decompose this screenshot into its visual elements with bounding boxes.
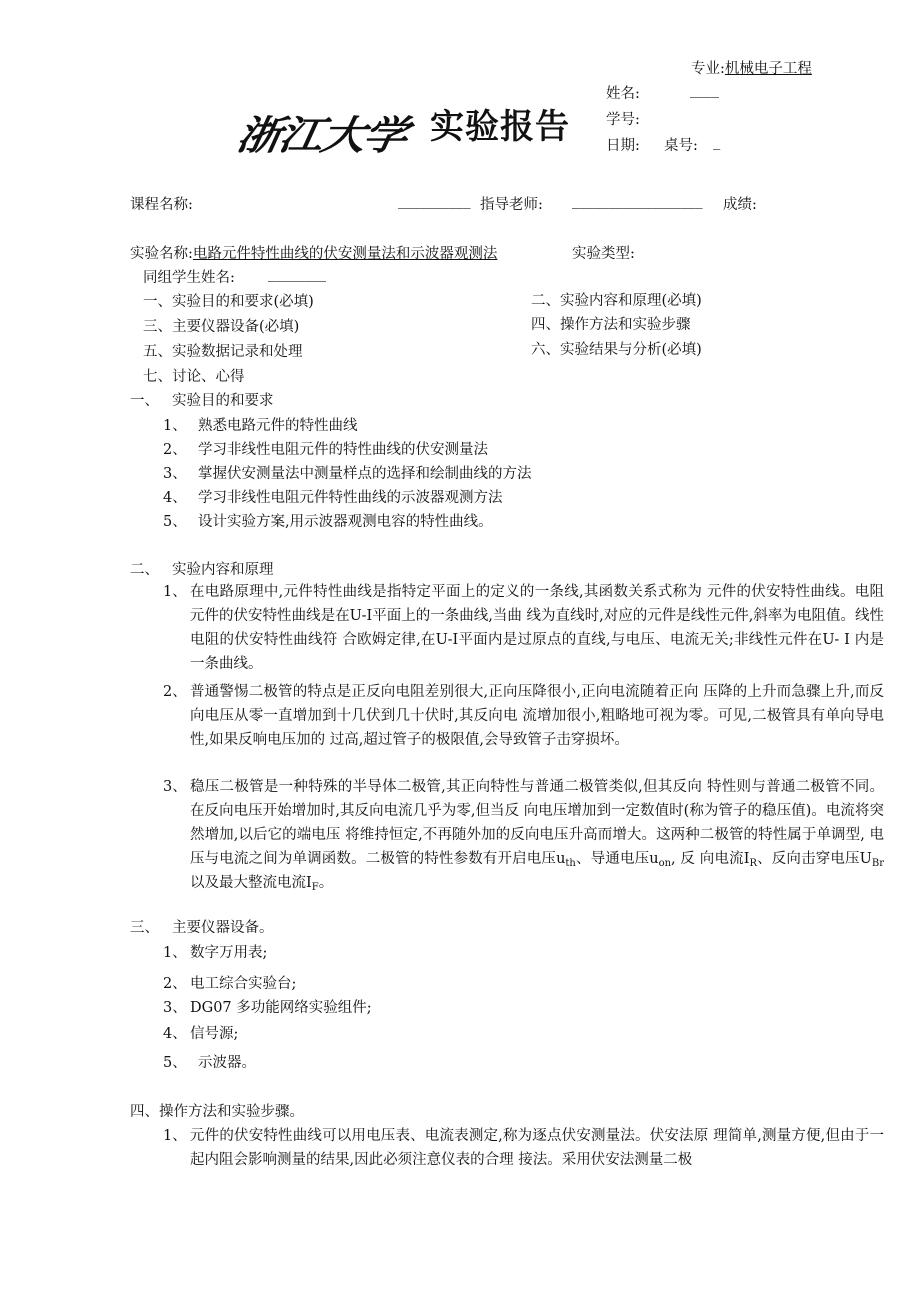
outline-item: 一、实验目的和要求(必填) xyxy=(143,294,314,310)
list-item: DG07 多功能网络实验组件; xyxy=(190,1000,372,1016)
paragraph xyxy=(190,775,884,895)
list-item: 学习非线性电阻元件特性曲线的示波器观测方法 xyxy=(198,490,503,506)
subscript: on xyxy=(658,858,672,869)
section-heading: 主要仪器设备。 xyxy=(172,920,274,936)
partner-label: 同组学生姓名: xyxy=(143,270,235,286)
outline-item: 四、操作方法和实验步骤 xyxy=(531,317,691,333)
experiment-name-value: 电路元件特性曲线的伏安测量法和示波器观测法 xyxy=(192,246,498,262)
paragraph: 普通警惕二极管的特点是正反向电阻差别很大,正向压降很小,正向电流随着正向 压降的上升而急骤上升,而反向电压从零一直增加到十几伏到几十伏时,其反向电 流增加很小,粗略地可视为零。可见,二极管具有单向导电性,如果反响电压加的 过高,超过管子的极限值,会导致管子击穿损坏。 xyxy=(190,684,884,748)
list-item: 信号源; xyxy=(190,1026,239,1042)
list-item-num: 2、 xyxy=(163,976,187,992)
symbol: u xyxy=(649,851,659,867)
subscript: R xyxy=(749,858,757,869)
partner-blank[interactable]: ________ xyxy=(268,266,326,282)
section-heading: 实验目的和要求 xyxy=(172,393,274,409)
desk-blank[interactable]: _ xyxy=(713,134,721,150)
report-title: 实验报告 xyxy=(430,107,570,147)
outline-item: 五、实验数据记录和处理 xyxy=(143,344,303,360)
experiment-name-row xyxy=(130,242,497,263)
paragraph: 在电路原理中,元件特性曲线是指特定平面上的定义的一条线,其函数关系式称为 元件的伏安特性曲线。电阻元件的伏安特性曲线是在U-I平面上的一条曲线,当曲 线为直线时,对应的元件是线性元件,斜率为电阻值。线性电阻的伏安特性曲线符 合欧姆定律,在U-I平面内是过原点的直线,与电压、电流无关;非线性元件在U- I 内是一条曲线。 xyxy=(190,584,884,672)
paragraph-num: 2、 xyxy=(163,684,187,700)
list-item: 示波器。 xyxy=(198,1055,256,1071)
subscript: th xyxy=(565,858,576,869)
outline-item: 三、主要仪器设备(必填) xyxy=(143,319,300,335)
score-label: 成绩: xyxy=(723,197,757,213)
list-item-num: 2、 xyxy=(163,442,187,458)
section-heading: 实验内容和原理 xyxy=(172,562,274,578)
list-item-num: 1、 xyxy=(163,945,187,961)
major-label: 专业: xyxy=(691,61,725,77)
list-item-num: 5、 xyxy=(163,514,187,530)
paragraph-text: 、导通电压 xyxy=(575,851,650,867)
paragraph-text: 以及最大整流电流I xyxy=(190,875,312,891)
name-blank[interactable]: ____ xyxy=(690,82,719,98)
section-heading-num: 三、 xyxy=(130,920,159,936)
list-item-num: 4、 xyxy=(163,490,187,506)
section-heading: 四、操作方法和实验步骤。 xyxy=(130,1104,304,1120)
paragraph-text: 稳压二极管是一种特殊的半导体二极管,其正向特性与普通二极管类似,但其反向 特性则与普通二极管不同。在反向电压开始增加时,其反向电流几乎为零,但当反 向电压增加到一定数值时(称为管子的稳压值)。电流将突然增加,以后它的端电压 将维持恒定,不再随外加的反向电压升高而增大。这两种二极管的特性属于单调型, 电压与电流之间为单调函数。二极管的特性参数有开启电压 xyxy=(190,779,884,867)
major-field xyxy=(691,57,812,78)
list-item: 学习非线性电阻元件的特性曲线的伏安测量法 xyxy=(198,442,488,458)
list-item-num: 4、 xyxy=(163,1026,187,1042)
paragraph-num: 1、 xyxy=(163,584,187,600)
section-heading-num: 一、 xyxy=(130,393,159,409)
section-heading-num: 二、 xyxy=(130,562,159,578)
paragraph-text: 。 xyxy=(318,875,334,891)
outline-item: 二、实验内容和原理(必填) xyxy=(531,293,702,309)
list-item: 熟悉电路元件的特性曲线 xyxy=(198,418,358,434)
teacher-label: 指导老师: xyxy=(480,197,543,213)
paragraph-text: 、反向击穿电压U xyxy=(757,851,872,867)
paragraph-text: , 反 向电流I xyxy=(671,851,750,867)
paragraph: 元件的伏安特性曲线可以用电压表、电流表测定,称为逐点伏安测量法。伏安法原 理简单,测量方便,但由于一起内阻会影响测量的结果,因此必须注意仪表的合理 接法。采用伏安法测量二极 xyxy=(190,1128,884,1168)
subscript: Br xyxy=(871,858,884,869)
university-logo: 浙江大学 xyxy=(233,113,410,159)
subscript: F xyxy=(311,882,319,893)
list-item: 电工综合实验台; xyxy=(190,976,297,992)
list-item: 设计实验方案,用示波器观测电容的特性曲线。 xyxy=(198,514,493,530)
course-blank[interactable]: __________ xyxy=(398,193,471,209)
course-label: 课程名称: xyxy=(130,197,193,213)
major-value: 机械电子工程 xyxy=(724,61,812,77)
date-label: 日期: xyxy=(606,138,640,154)
desk-label: 桌号: xyxy=(664,138,698,154)
name-label: 姓名: xyxy=(606,86,640,102)
experiment-type-label: 实验类型: xyxy=(572,246,635,262)
list-item-num: 3、 xyxy=(163,1000,187,1016)
experiment-name-label: 实验名称: xyxy=(130,246,193,262)
list-item: 数字万用表; xyxy=(190,945,268,961)
list-item-num: 3、 xyxy=(163,466,187,482)
list-item-num: 5、 xyxy=(163,1055,187,1071)
outline-item: 七、讨论、心得 xyxy=(143,369,245,385)
teacher-blank[interactable]: __________________ xyxy=(572,193,703,209)
paragraph-num: 1、 xyxy=(163,1128,187,1144)
id-label: 学号: xyxy=(606,112,640,128)
symbol: u xyxy=(556,851,566,867)
list-item-num: 1、 xyxy=(163,418,187,434)
outline-item: 六、实验结果与分析(必填) xyxy=(531,342,702,358)
paragraph-num: 3、 xyxy=(163,779,187,795)
list-item: 掌握伏安测量法中测量样点的选择和绘制曲线的方法 xyxy=(198,466,532,482)
